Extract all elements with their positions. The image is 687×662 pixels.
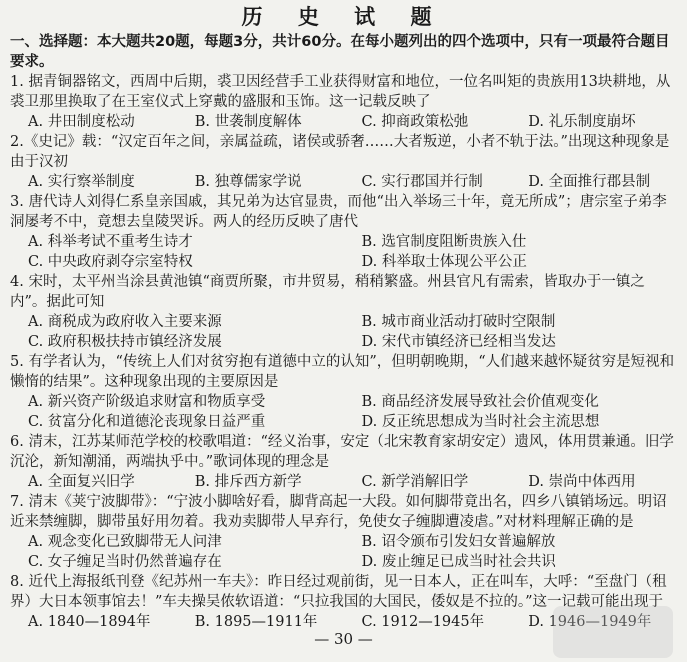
question-6	[10, 432, 677, 492]
option-row	[10, 532, 677, 552]
page-number: — 30 —	[314, 630, 373, 648]
option-b[interactable]: B. 诏令颁布引发妇女普遍解放	[361, 534, 556, 550]
question-7	[10, 492, 677, 572]
question-stem: 6. 清末，江苏某师范学校的校歌唱道：“经义治事，安定（北宋教育家胡安定）遗风，体用贯兼通。旧学沉沦，新知潮涌，两端执乎中。”歌词体现的理念是	[10, 434, 674, 470]
option-row	[10, 252, 677, 272]
option-b[interactable]: B. 城市商业活动打破时空限制	[361, 314, 556, 330]
option-b[interactable]: B. 独尊儒家学说	[194, 174, 302, 190]
option-c[interactable]: C. 新学消解旧学	[361, 474, 469, 490]
question-1	[10, 72, 677, 132]
option-c[interactable]: C. 实行郡国并行制	[361, 174, 483, 190]
option-d[interactable]: D. 全面推行郡县制	[528, 174, 651, 190]
page-title: 历 史 试 题	[241, 5, 446, 29]
option-c[interactable]: C. 贫富分化和道德沦丧现象日益严重	[28, 414, 266, 430]
question-3	[10, 192, 677, 272]
option-c[interactable]: C. 中央政府剥夺宗室特权	[28, 254, 193, 270]
option-d[interactable]: D. 废止缠足已成当时社会共识	[361, 554, 556, 570]
option-row	[10, 332, 677, 352]
option-b[interactable]: B. 1895—1911年	[194, 614, 318, 630]
question-list	[10, 72, 677, 632]
section-heading: 一、选择题：本大题共20题，每题3分，共计60分。在每小题列出的四个选项中，只有一项最符合题目要求。	[10, 34, 670, 70]
question-stem: 4. 宋时，太平州当涂县黄池镇“商贾所聚，市井贸易，稍稍繁盛。州县官凡有需索，皆取办于一镇之内”。据此可知	[10, 274, 645, 310]
option-row	[10, 112, 677, 132]
option-b[interactable]: B. 世袭制度解体	[194, 114, 302, 130]
option-a[interactable]: A. 全面复兴旧学	[28, 474, 135, 490]
option-row	[10, 312, 677, 332]
option-b[interactable]: B. 选官制度阻断贵族入仕	[361, 234, 527, 250]
option-d[interactable]: D. 1946—1949年	[528, 614, 652, 630]
option-row	[10, 412, 677, 432]
option-a[interactable]: A. 商税成为政府收入主要来源	[28, 314, 222, 330]
option-a[interactable]: A. 1840—1894年	[28, 614, 151, 630]
question-5	[10, 352, 677, 432]
question-4	[10, 272, 677, 352]
question-stem: 5. 有学者认为，“传统上人们对贫穷抱有道德中立的认知”，但明朝晚期，“人们越来越怀疑贫穷是短视和懒惰的结果”。这种现象出现的主要原因是	[10, 354, 675, 390]
option-row	[10, 552, 677, 572]
option-row	[10, 392, 677, 412]
option-c[interactable]: C. 1912—1945年	[361, 614, 485, 630]
option-b[interactable]: B. 商品经济发展导致社会价值观变化	[361, 394, 599, 410]
site-logo-watermark	[553, 606, 673, 658]
question-2	[10, 132, 677, 192]
option-d[interactable]: D. 反正统思想成为当时社会主流思想	[361, 414, 600, 430]
option-a[interactable]: A. 新兴资产阶级追求财富和物质享受	[28, 394, 266, 410]
option-a[interactable]: A. 观念变化已致脚带无人问津	[28, 534, 222, 550]
question-stem: 8. 近代上海报纸刊登《纪苏州一车夫》：昨日经过观前街，见一日本人，正在叫车，大呼：“至盘门（租界）大日本领事馆去！”车夫操吴侬软语道：“只拉我国的大国民，倭奴是不拉的。”这一记载可能出现于	[10, 574, 667, 610]
option-a[interactable]: A. 科举考试不重考生诗才	[28, 234, 193, 250]
option-row	[10, 172, 677, 192]
question-stem: 3. 唐代诗人刘得仁系皇亲国戚，其兄弟为达官显贵，而他“出入举场三十年，竟无所成”；唐宗室子弟李洞屡考不中，竟想去皇陵哭诉。两人的经历反映了唐代	[10, 194, 667, 230]
option-d[interactable]: D. 科举取士体现公平公正	[361, 254, 527, 270]
question-stem: 2.《史记》载：“汉定百年之间，亲属益疏，诸侯或骄奢……大者叛逆，小者不轨于法。”出现这种现象是由于汉初	[10, 134, 670, 170]
option-c[interactable]: C. 政府积极扶持市镇经济发展	[28, 334, 222, 350]
option-row	[10, 232, 677, 252]
option-d[interactable]: D. 礼乐制度崩坏	[528, 114, 636, 130]
option-c[interactable]: C. 女子缠足当时仍然普遍存在	[28, 554, 222, 570]
option-c[interactable]: C. 抑商政策松弛	[361, 114, 469, 130]
option-d[interactable]: D. 崇尚中体西用	[528, 474, 636, 490]
option-b[interactable]: B. 排斥西方新学	[194, 474, 302, 490]
question-stem: 1. 据青铜器铭文，西周中后期，裘卫因经营手工业获得财富和地位，一位名叫矩的贵族用13块耕地，从裘卫那里换取了在王室仪式上穿戴的盛服和玉饰。这一记载反映了	[10, 74, 671, 110]
option-row	[10, 472, 677, 492]
option-a[interactable]: A. 井田制度松动	[28, 114, 135, 130]
question-stem: 7. 清末《荚宁波脚带》：“宁波小脚啥好看，脚背高起一大段。如何脚带竟出名，四乡八镇销场远。明诏近来禁缠脚，脚带虽好用勿着。我劝卖脚带人早弃行，免使女子缠脚遭凌虐。”对材料理解正确的是	[10, 494, 667, 530]
option-d[interactable]: D. 宋代市镇经济已经相当发达	[361, 334, 556, 350]
option-a[interactable]: A. 实行察举制度	[28, 174, 135, 190]
